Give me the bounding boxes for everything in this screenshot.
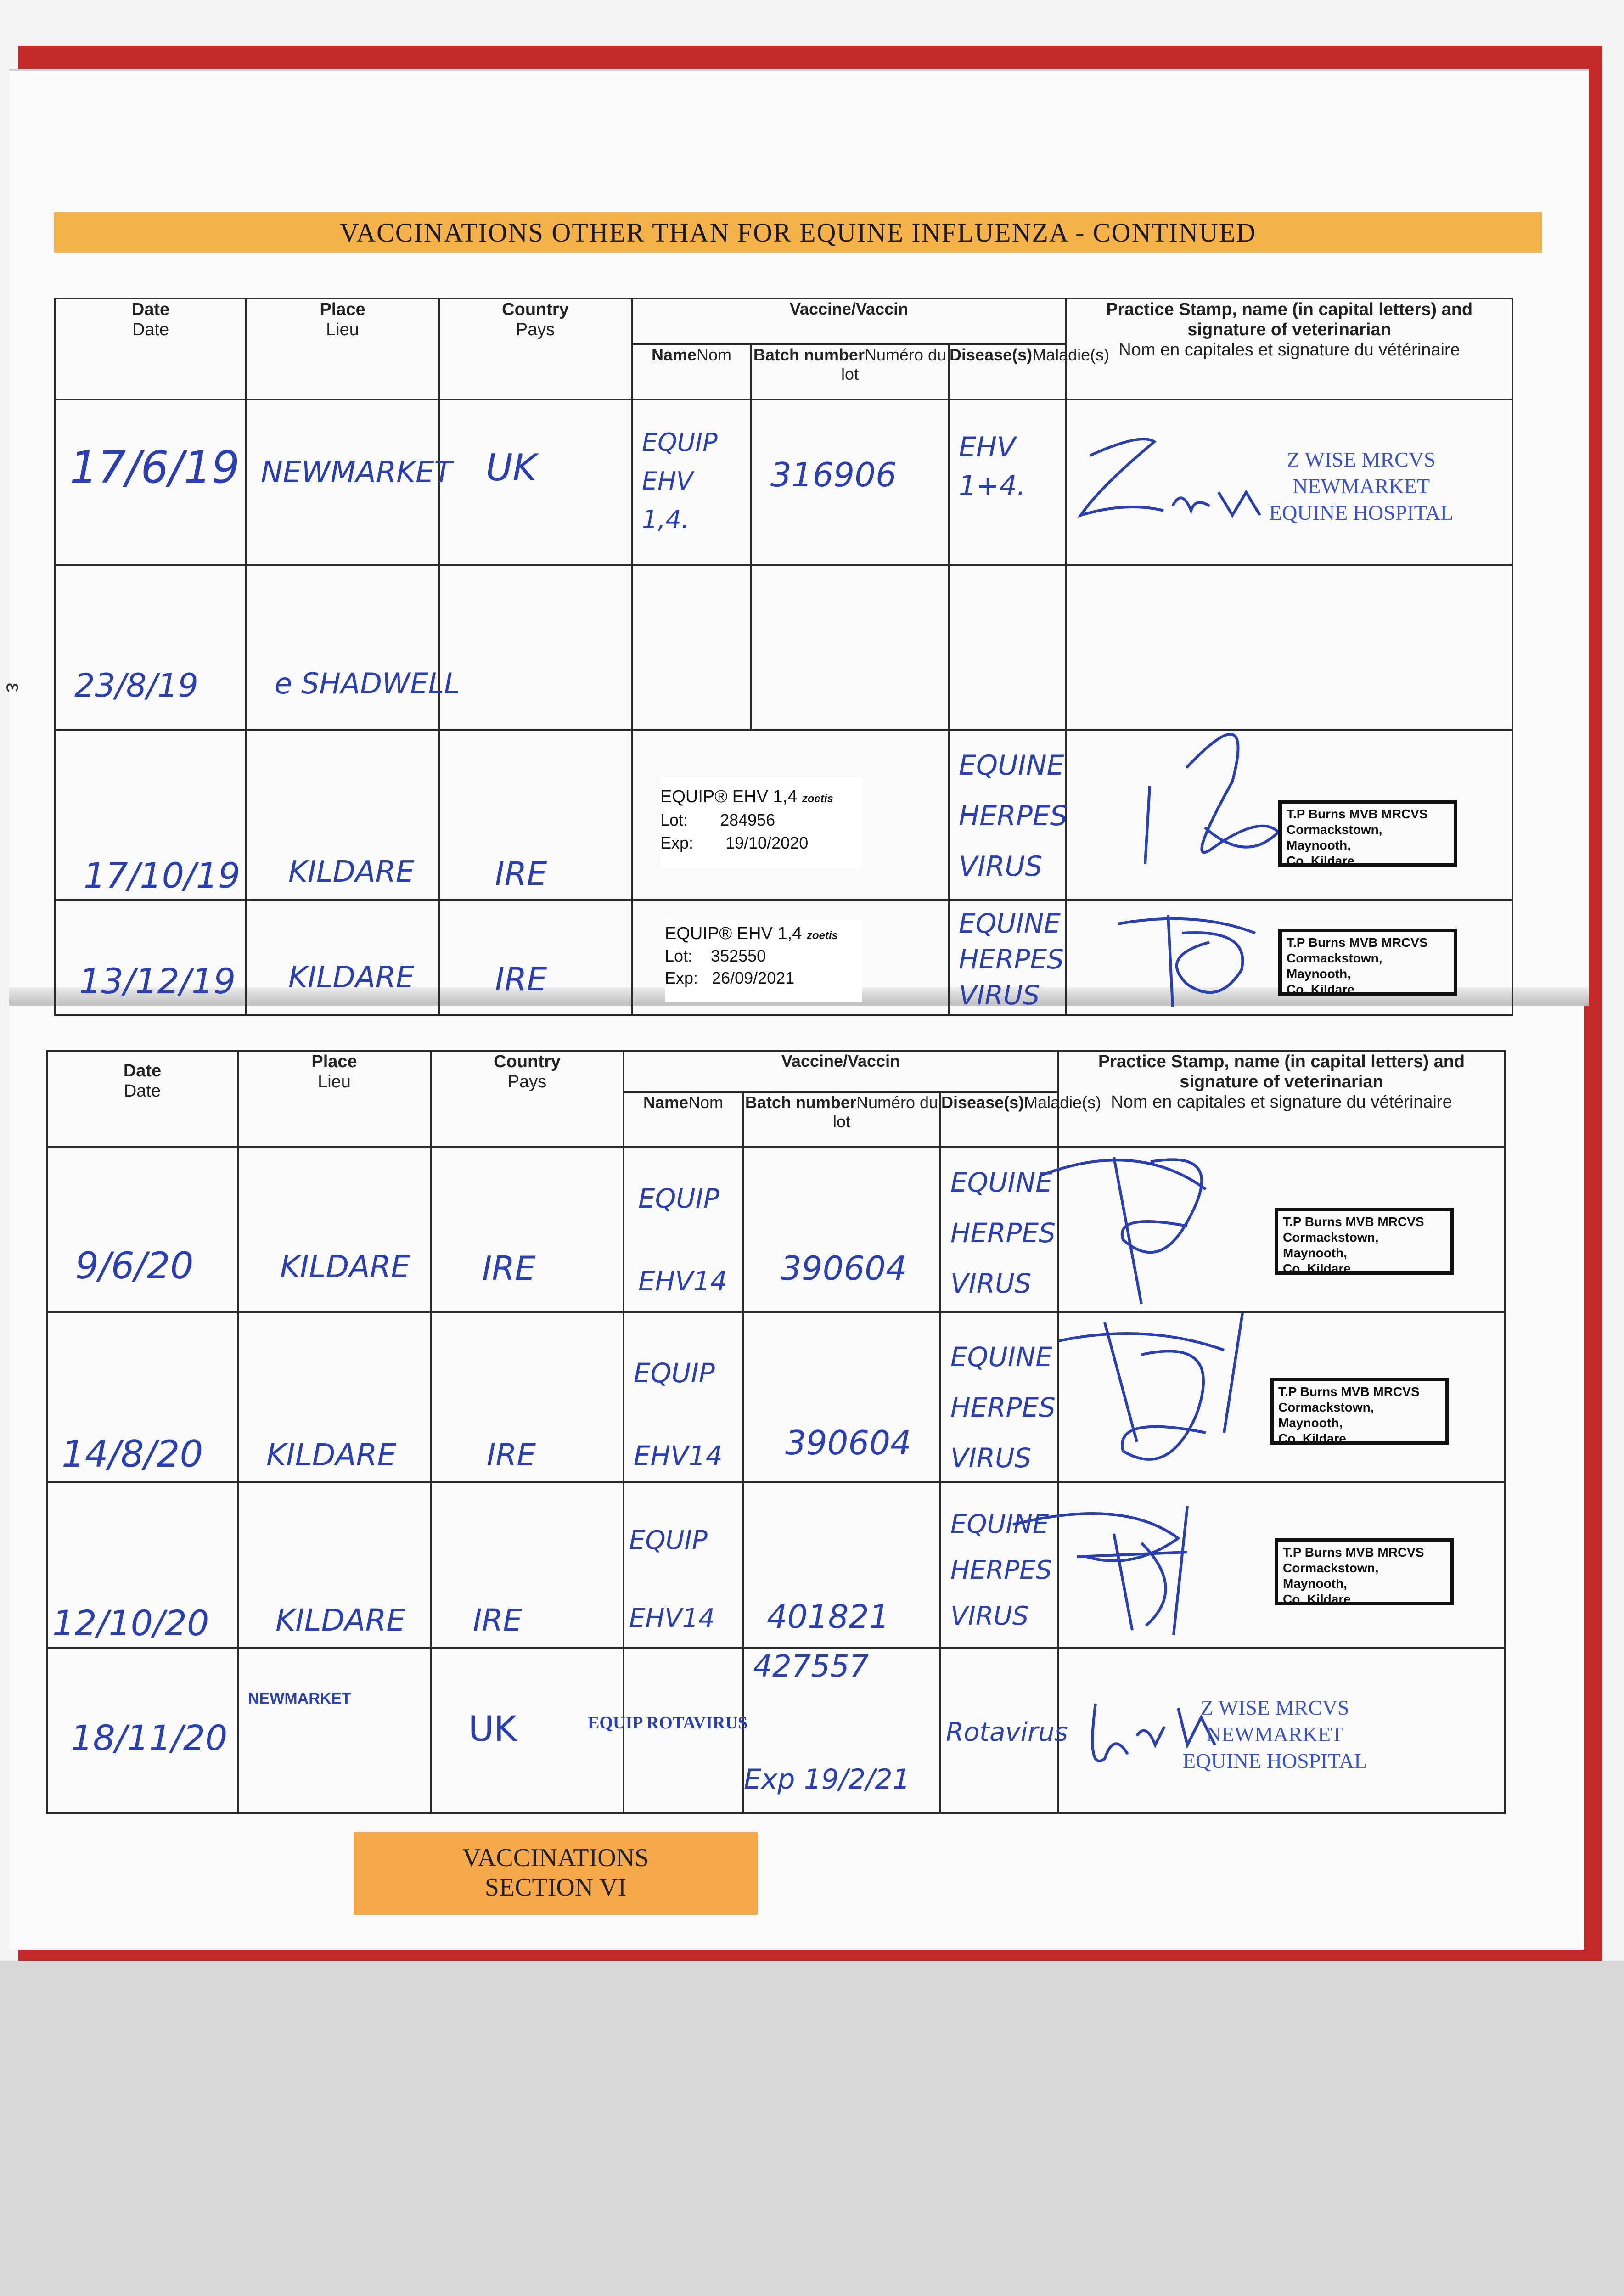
row-batch: 390604	[785, 1424, 911, 1462]
row-place: e SHADWELL	[275, 667, 460, 700]
vaccine-sticker: EQUIP® EHV 1,4 zoetis Lot: 284956 Exp: 19/10/2020	[660, 777, 862, 869]
section-banner	[54, 212, 1542, 253]
row-vaccine-name: EQUIP EHV14	[629, 1525, 715, 1633]
header-vaccine: Vaccine/Vaccin	[632, 298, 1066, 344]
row-country: IRE	[487, 1437, 536, 1473]
row-place: KILDARE	[288, 855, 415, 889]
row-date: 18/11/20	[71, 1717, 228, 1758]
section-tab	[354, 1832, 758, 1915]
header-batch: Batch numberNuméro du lot	[743, 1092, 940, 1147]
signature	[1022, 1120, 1279, 1313]
row-batch-expiry: Exp 19/2/21	[744, 1763, 910, 1795]
table-row	[47, 1482, 1505, 1648]
row-date: 23/8/19	[74, 667, 198, 704]
row-disease: EQUINE HERPES VIRUS	[959, 908, 1064, 1011]
row-date: 13/12/19	[79, 961, 236, 1002]
row-place: KILDARE	[266, 1437, 397, 1473]
row-batch: 427557	[753, 1649, 869, 1684]
row-date: 9/6/20	[75, 1244, 194, 1287]
table-row	[55, 565, 1512, 730]
header-date: Date Date	[47, 1051, 238, 1147]
header-vaccine: Vaccine/Vaccin	[624, 1051, 1058, 1092]
signature	[1031, 1295, 1307, 1497]
header-country: Country Pays	[439, 298, 632, 400]
row-place: KILDARE	[288, 961, 415, 995]
row-place: KILDARE	[275, 1603, 406, 1638]
practice-stamp: T.P Burns MVB MRCVS Cormackstown, Maynooth, Co. Kildare	[1278, 929, 1457, 996]
margin-mark: ε	[2, 682, 26, 692]
top-vaccination-table	[54, 298, 1513, 1016]
row-vaccine-name: EQUIP EHV14	[634, 1357, 723, 1471]
row-country: IRE	[495, 855, 547, 893]
practice-stamp: T.P Burns MVB MRCVS Cormackstown, Maynooth, Co. Kildare	[1275, 1208, 1454, 1275]
header-practice: Practice Stamp, name (in capital letters) and signature of veterinarian Nom en capitales et signature du vétérinaire	[1066, 298, 1512, 400]
header-practice: Practice Stamp, name (in capital letters) and signature of veterinarian Nom en capitales et signature du vétérinaire	[1058, 1051, 1505, 1147]
row-vaccine-name: EQUIP EHV 1,4.	[642, 428, 718, 534]
table-row	[47, 1147, 1505, 1312]
signature	[1104, 906, 1287, 1016]
row-place: NEWMARKET	[261, 456, 452, 490]
signature	[995, 1497, 1270, 1662]
table-row	[55, 900, 1512, 1015]
header-place: Place Lieu	[238, 1051, 431, 1147]
practice-stamp: T.P Burns MVB MRCVS Cormackstown, Maynooth, Co. Kildare	[1275, 1538, 1454, 1605]
row-country: IRE	[473, 1603, 523, 1638]
row-date: 17/6/19	[70, 442, 240, 493]
row-country: UK	[468, 1708, 517, 1749]
row-disease: EQUINE HERPES VIRUS	[950, 1167, 1056, 1299]
section-tab-line1: VACCINATIONS	[462, 1844, 649, 1872]
table-row	[55, 730, 1512, 900]
row-date: 12/10/20	[52, 1603, 209, 1643]
practice-stamp: T.P Burns MVB MRCVS Cormackstown, Maynooth, Co. Kildare	[1278, 800, 1457, 867]
header-disease: Disease(s)Maladie(s)	[949, 344, 1066, 400]
row-vaccine-name: EQUIP ROTAVIRUS	[588, 1713, 748, 1733]
row-country: UK	[486, 446, 537, 489]
row-disease: EQUINE HERPES VIRUS	[959, 749, 1068, 883]
table-row	[47, 1648, 1505, 1813]
row-disease: Rotavirus	[946, 1717, 1068, 1747]
table-row	[47, 1312, 1505, 1482]
vaccine-sticker: EQUIP® EHV 1,4 zoetis Lot: 352550 Exp: 26/09/2021	[665, 919, 862, 1002]
row-vaccine-name: EQUIP EHV14	[638, 1183, 727, 1297]
header-disease: Disease(s)Maladie(s)	[940, 1092, 1058, 1147]
row-country: IRE	[495, 961, 547, 998]
header-place: Place Lieu	[246, 298, 439, 400]
row-place: KILDARE	[280, 1249, 410, 1284]
bottom-vaccination-table	[46, 1050, 1506, 1814]
row-disease: EHV 1+4.	[959, 431, 1026, 502]
row-disease: EQUINE HERPES VIRUS	[950, 1509, 1052, 1631]
row-country: IRE	[482, 1249, 536, 1288]
header-name: NameNom	[624, 1092, 743, 1147]
practice-stamp: Z WISE MRCVS NEWMARKET EQUINE HOSPITAL	[1183, 1696, 1367, 1773]
banner-title: VACCINATIONS OTHER THAN FOR EQUINE INFLUENZA - CONTINUED	[339, 217, 1257, 248]
practice-stamp: Z WISE MRCVS NEWMARKET EQUINE HOSPITAL	[1269, 448, 1454, 524]
table-row	[55, 400, 1512, 565]
row-date: 17/10/19	[84, 855, 241, 896]
section-tab-line2: SECTION VI	[484, 1873, 627, 1902]
practice-stamp: T.P Burns MVB MRCVS Cormackstown, Maynooth, Co. Kildare	[1270, 1378, 1449, 1445]
header-country: Country Pays	[431, 1051, 624, 1147]
row-place: NEWMARKET	[248, 1690, 351, 1707]
signature	[1072, 423, 1301, 534]
header-date: Date Date	[55, 298, 246, 400]
header-name: NameNom	[632, 344, 751, 400]
scan-margin	[0, 1961, 1624, 2296]
row-date: 14/8/20	[62, 1433, 203, 1475]
row-batch: 390604	[781, 1249, 907, 1288]
row-batch: 401821	[767, 1598, 890, 1636]
row-batch: 316906	[770, 456, 897, 494]
header-batch: Batch numberNuméro du lot	[751, 344, 949, 400]
row-disease: EQUINE HERPES VIRUS	[950, 1341, 1056, 1474]
